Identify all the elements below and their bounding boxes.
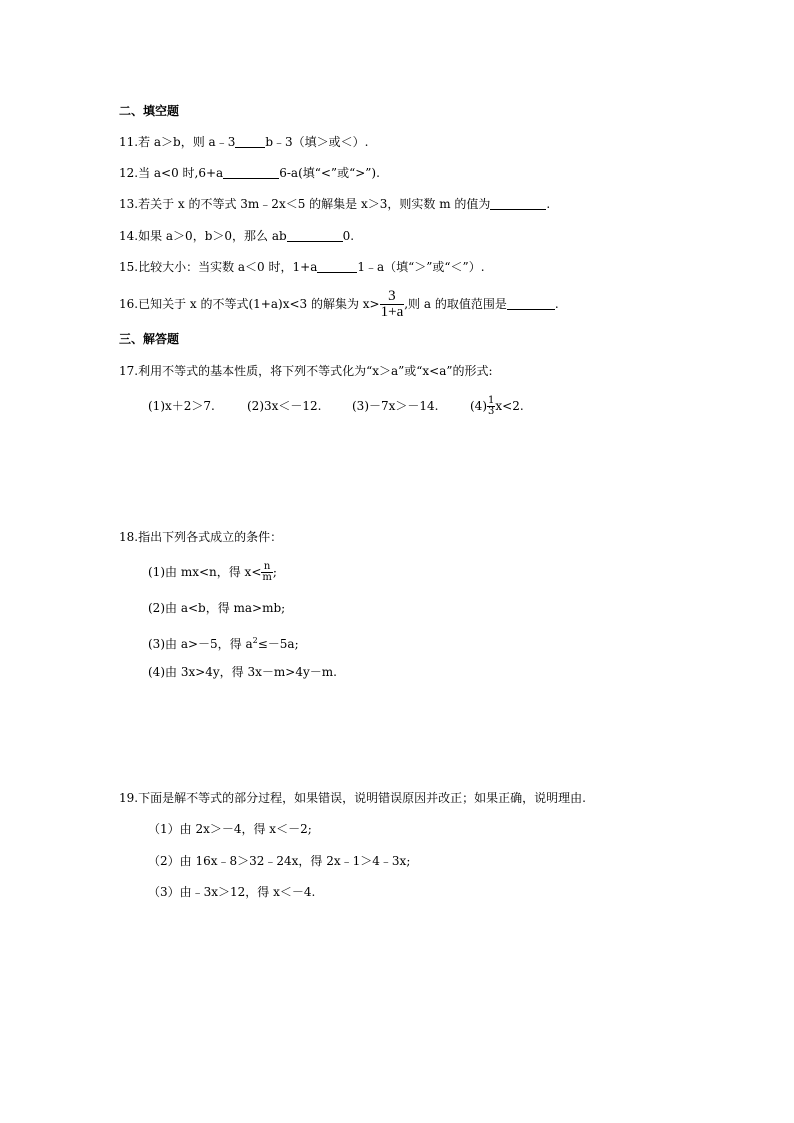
question-12-tail: 6-a(填“<”或“>”). bbox=[279, 166, 380, 180]
question-19-stem: 19.下面是解不等式的部分过程，如果错误，说明错误原因并改正；如果正确，说明理由. bbox=[119, 791, 586, 805]
section-answer-heading: 三、解答题 bbox=[119, 332, 180, 346]
question-17-part-4-text: x<2. bbox=[495, 399, 524, 413]
fraction-3-over-1-plus-a bbox=[380, 289, 405, 320]
question-17-part-4 bbox=[470, 391, 524, 421]
superscript-2: 2 bbox=[252, 636, 258, 645]
question-12-text: 12.当 a<0 时,6+a bbox=[119, 166, 224, 180]
question-13-tail: . bbox=[546, 197, 551, 211]
answer-blank-16[interactable] bbox=[507, 297, 555, 310]
question-18-part-3 bbox=[148, 633, 299, 652]
question-18-part-3-tail: ≤－5a; bbox=[257, 637, 299, 651]
answer-blank-15[interactable] bbox=[317, 260, 357, 273]
fraction-denominator: m bbox=[262, 572, 272, 583]
question-19-part-1: （1）由 2x＞－4，得 x＜－2; bbox=[148, 822, 312, 836]
fraction-denominator: 3 bbox=[488, 406, 495, 417]
question-17-stem: 17.利用不等式的基本性质，将下列不等式化为“x＞a”或“x<a”的形式: bbox=[119, 364, 493, 378]
question-18-part-2: (2)由 a<b，得 ma>mb; bbox=[148, 601, 286, 615]
question-17-part-4-label: (4) bbox=[470, 399, 487, 413]
fraction-numerator: n bbox=[263, 561, 271, 572]
answer-blank-13[interactable] bbox=[490, 197, 546, 210]
question-16-middle: ,则 a 的取值范围是 bbox=[404, 297, 507, 311]
question-18-part-1-text: (1)由 mx<n，得 x< bbox=[148, 565, 262, 579]
question-18-part-1-tail: ; bbox=[272, 565, 277, 579]
question-11-tail: b﹣3（填＞或＜）. bbox=[265, 135, 369, 149]
question-14 bbox=[119, 228, 354, 244]
question-14-text: 14.如果 a＞0，b＞0，那么 ab bbox=[119, 229, 287, 243]
question-14-tail: 0. bbox=[342, 229, 355, 243]
fraction-numerator: 1 bbox=[488, 395, 495, 406]
answer-blank-14[interactable] bbox=[287, 229, 343, 242]
question-11 bbox=[119, 134, 368, 150]
question-16-text: 16.已知关于 x 的不等式(1+a)x<3 的解集为 x> bbox=[119, 297, 380, 311]
question-17-part-1: (1)x＋2＞7. bbox=[148, 399, 215, 413]
question-15-tail: 1﹣a（填“＞”或“＜”）. bbox=[357, 260, 485, 274]
question-18-part-3-text: (3)由 a>－5，得 a bbox=[148, 637, 253, 651]
question-11-text: 11.若 a＞b，则 a﹣3 bbox=[119, 135, 236, 149]
question-19-part-2: （2）由 16x﹣8＞32﹣24x，得 2x﹣1＞4﹣3x; bbox=[148, 854, 411, 868]
answer-blank-12[interactable] bbox=[223, 166, 279, 179]
question-19-part-3: （3）由﹣3x＞12，得 x＜－4. bbox=[148, 885, 316, 899]
fraction-denominator: 1+a bbox=[380, 304, 404, 320]
question-18-part-4: (4)由 3x>4y，得 3x－m>4y－m. bbox=[148, 665, 337, 679]
fraction-numerator: 3 bbox=[388, 288, 396, 304]
question-17-part-3: (3)－7x＞－14. bbox=[352, 399, 439, 413]
question-12 bbox=[119, 165, 380, 181]
question-15-text: 15.比较大小：当实数 a＜0 时，1+a bbox=[119, 260, 318, 274]
answer-blank-11[interactable] bbox=[235, 135, 265, 148]
fraction-n-over-m bbox=[261, 562, 272, 583]
question-17-part-2: (2)3x＜－12. bbox=[247, 399, 322, 413]
question-18-part-1 bbox=[148, 557, 277, 587]
question-18-stem: 18.指出下列各式成立的条件： bbox=[119, 530, 283, 544]
section-fill-in-heading: 二、填空题 bbox=[119, 104, 180, 118]
question-13-text: 13.若关于 x 的不等式 3m﹣2x＜5 的解集是 x＞3，则实数 m 的值为 bbox=[119, 197, 491, 211]
question-13 bbox=[119, 196, 550, 212]
question-16 bbox=[119, 284, 559, 324]
question-15 bbox=[119, 259, 485, 275]
question-16-tail: . bbox=[554, 297, 559, 311]
